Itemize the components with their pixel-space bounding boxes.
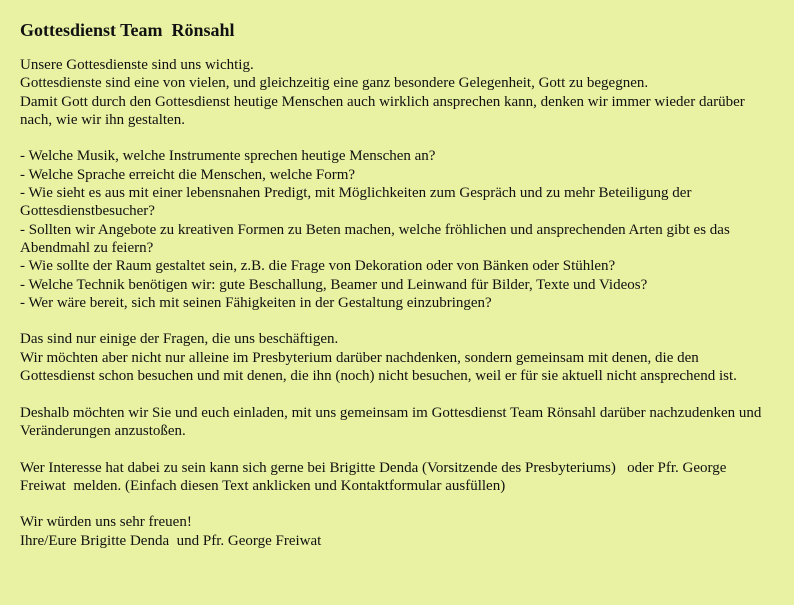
invitation-paragraph	[20, 404, 774, 441]
question-item-music: - Welche Musik, welche Instrumente sprechen heutige Menschen an?	[20, 148, 436, 165]
reflection-line-2: Wir möchten aber nicht nur alleine im Presbyterium darüber nachdenken, sondern gemeinsam mit denen, die den Gottesdienst schon besuchen und mit denen, die ihn (noch) nicht besuchen, weil er für sie aktuell nicht ansprechend ist.	[20, 349, 737, 385]
question-item-language: - Welche Sprache erreicht die Menschen, welche Form?	[20, 166, 356, 183]
question-item-technology: - Welche Technik benötigen wir: gute Beschallung, Beamer und Leinwand für Bilder, Texte und Videos?	[20, 276, 648, 293]
question-item-room: - Wie sollte der Raum gestaltet sein, z.B. die Frage von Dekoration oder von Bänken oder Stühlen?	[20, 258, 616, 275]
signature-line: Ihre/Eure Brigitte Denda und Pfr. George Freiwat	[20, 532, 322, 549]
question-item-volunteers: - Wer wäre bereit, sich mit seinen Fähigkeiten in der Gestaltung einzubringen?	[20, 294, 492, 311]
closing-paragraph	[20, 513, 774, 550]
closing-line: Wir würden uns sehr freuen!	[20, 514, 192, 531]
page-title: Gottesdienst Team Rönsahl	[20, 20, 235, 40]
intro-line-3: Damit Gott durch den Gottesdienst heutige Menschen auch wirklich ansprechen kann, denken wir immer wieder darüber nach, wie wir ihn gestalten.	[20, 93, 745, 128]
document-body[interactable]	[20, 56, 774, 550]
invitation-text: Deshalb möchten wir Sie und euch einladen, mit uns gemeinsam im Gottesdienst Team Rönsahl darüber nachzudenken und Veränderungen anzustoßen.	[20, 404, 762, 439]
contact-paragraph[interactable]	[20, 459, 774, 496]
reflection-paragraph	[20, 330, 774, 385]
question-item-sermon: - Wie sieht es aus mit einer lebensnahen Predigt, mit Möglichkeiten zum Gespräch und zu mehr Beteiligung der Gottesdienstbesucher?	[20, 185, 692, 220]
intro-paragraph	[20, 56, 774, 129]
question-item-prayer: - Sollten wir Angebote zu kreativen Formen zu Beten machen, welche fröhlichen und ansprechenden Arten gibt es das Abendmahl zu feiern?	[20, 221, 730, 256]
questions-list	[20, 147, 774, 312]
intro-line-2: Gottesdienste sind eine von vielen, und gleichzeitig eine ganz besondere Gelegenheit, Gott zu begegnen.	[20, 75, 649, 92]
intro-line-1: Unsere Gottesdienste sind uns wichtig.	[20, 57, 254, 73]
reflection-line-1: Das sind nur einige der Fragen, die uns beschäftigen.	[20, 331, 339, 348]
contact-link-text[interactable]: Wer Interesse hat dabei zu sein kann sich gerne bei Brigitte Denda (Vorsitzende des Presbyteriums) oder Pfr. George Freiwat melden. (Einfach diesen Text anklicken und Kontaktformular ausfüllen)	[20, 459, 731, 494]
